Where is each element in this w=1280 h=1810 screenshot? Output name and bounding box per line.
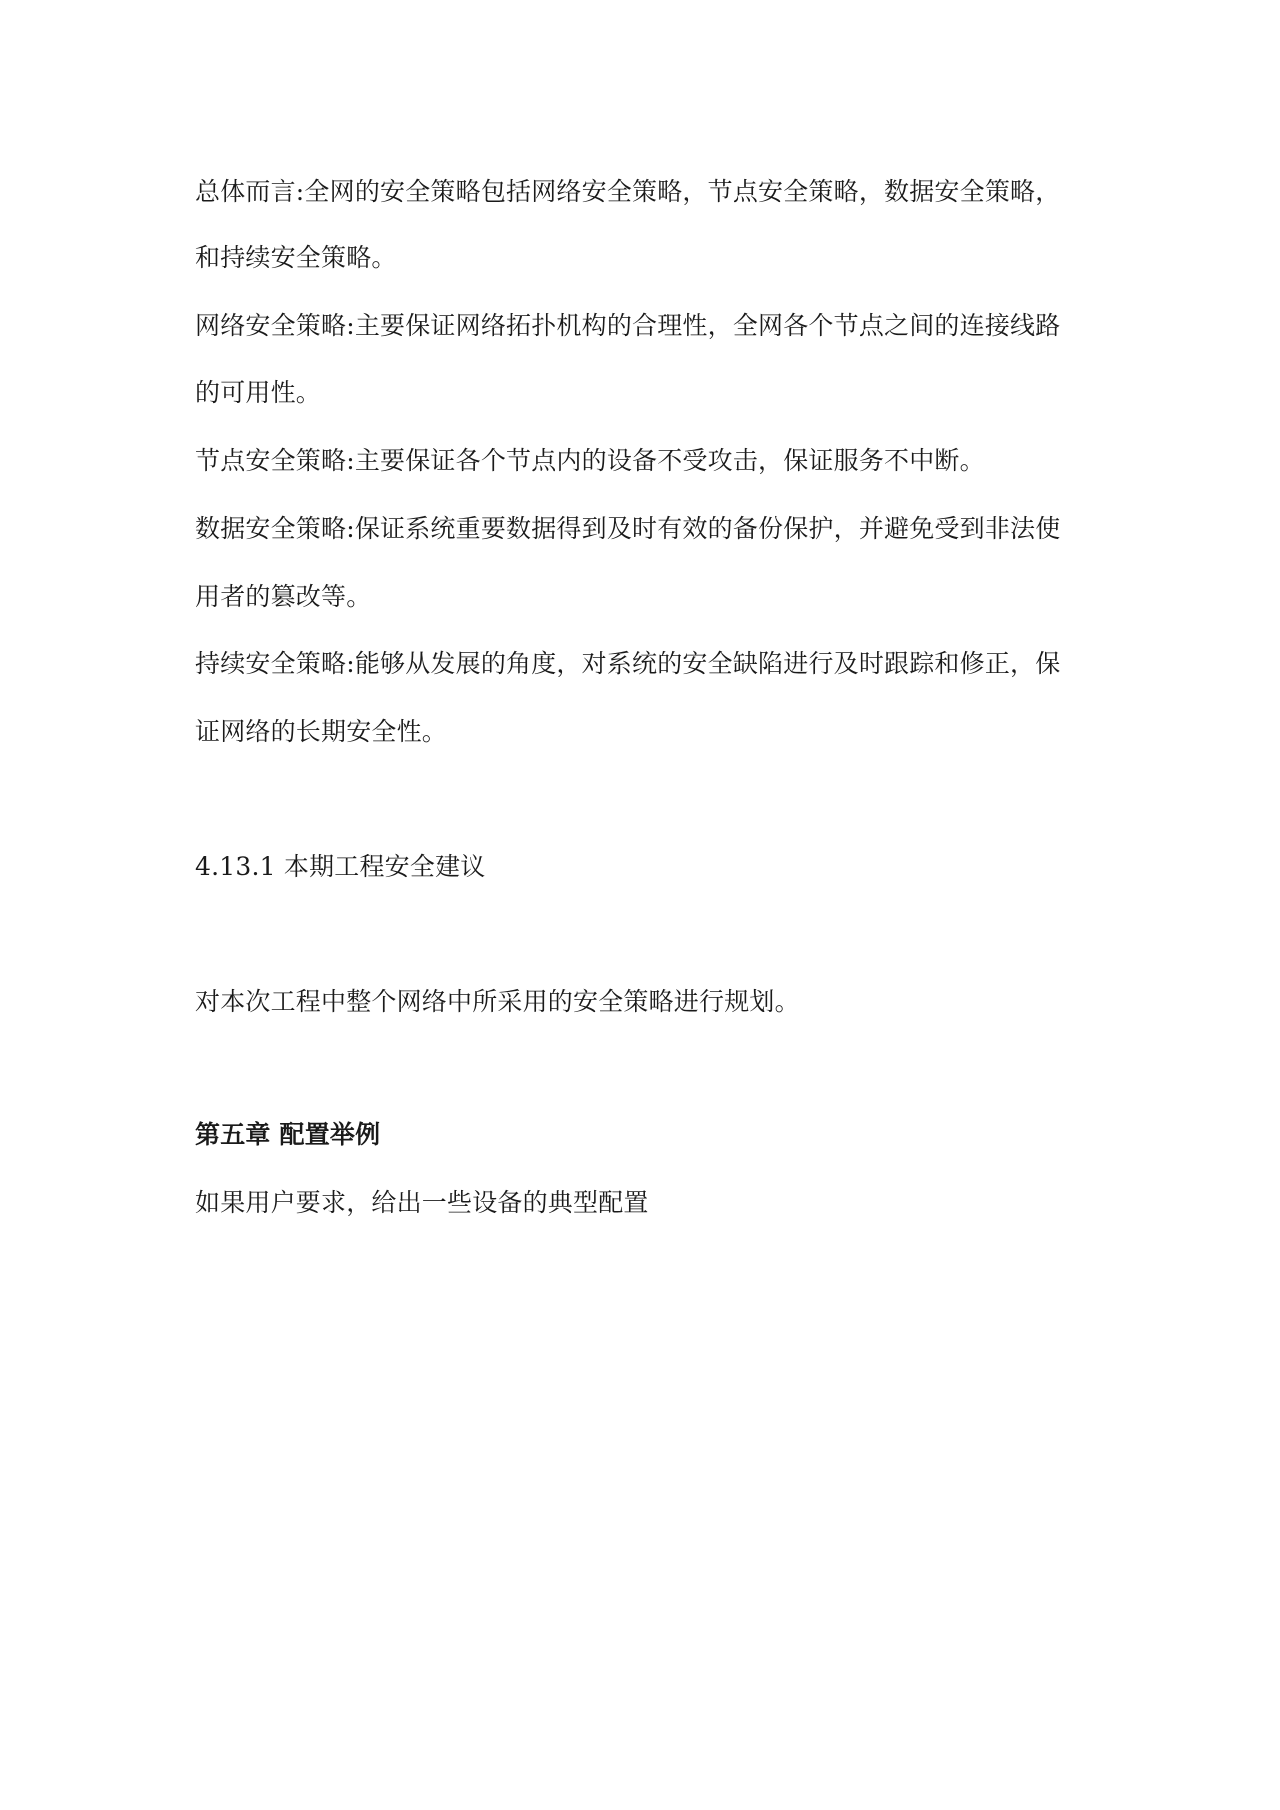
chapter-body: 如果用户要求，给出一些设备的典型配置 [195,1188,649,1217]
continuous-strategy-line-2: 证网络的长期安全性。 [195,717,448,746]
node-strategy-line-1: 节点安全策略:主要保证各个节点内的设备不受攻击，保证服务不中断。 [195,446,985,475]
section-heading: 4.13.1 本期工程安全建议 [195,852,486,881]
data-strategy-line-1: 数据安全策略:保证系统重要数据得到及时有效的备份保护，并避免受到非法使 [195,514,1061,543]
overall-strategy-line-1: 总体而言:全网的安全策略包括网络安全策略，节点安全策略，数据安全策略， [195,177,1061,206]
continuous-strategy-line-1: 持续安全策略:能够从发展的角度，对系统的安全缺陷进行及时跟踪和修正，保 [195,649,1061,678]
data-strategy-line-2: 用者的篡改等。 [195,582,372,611]
overall-strategy-line-2: 和持续安全策略。 [195,243,397,272]
chapter-heading: 第五章 配置举例 [195,1120,381,1149]
network-strategy-line-2: 的可用性。 [195,378,322,407]
section-body: 对本次工程中整个网络中所采用的安全策略进行规划。 [195,987,800,1016]
network-strategy-line-1: 网络安全策略:主要保证网络拓扑机构的合理性，全网各个节点之间的连接线路 [195,311,1061,340]
